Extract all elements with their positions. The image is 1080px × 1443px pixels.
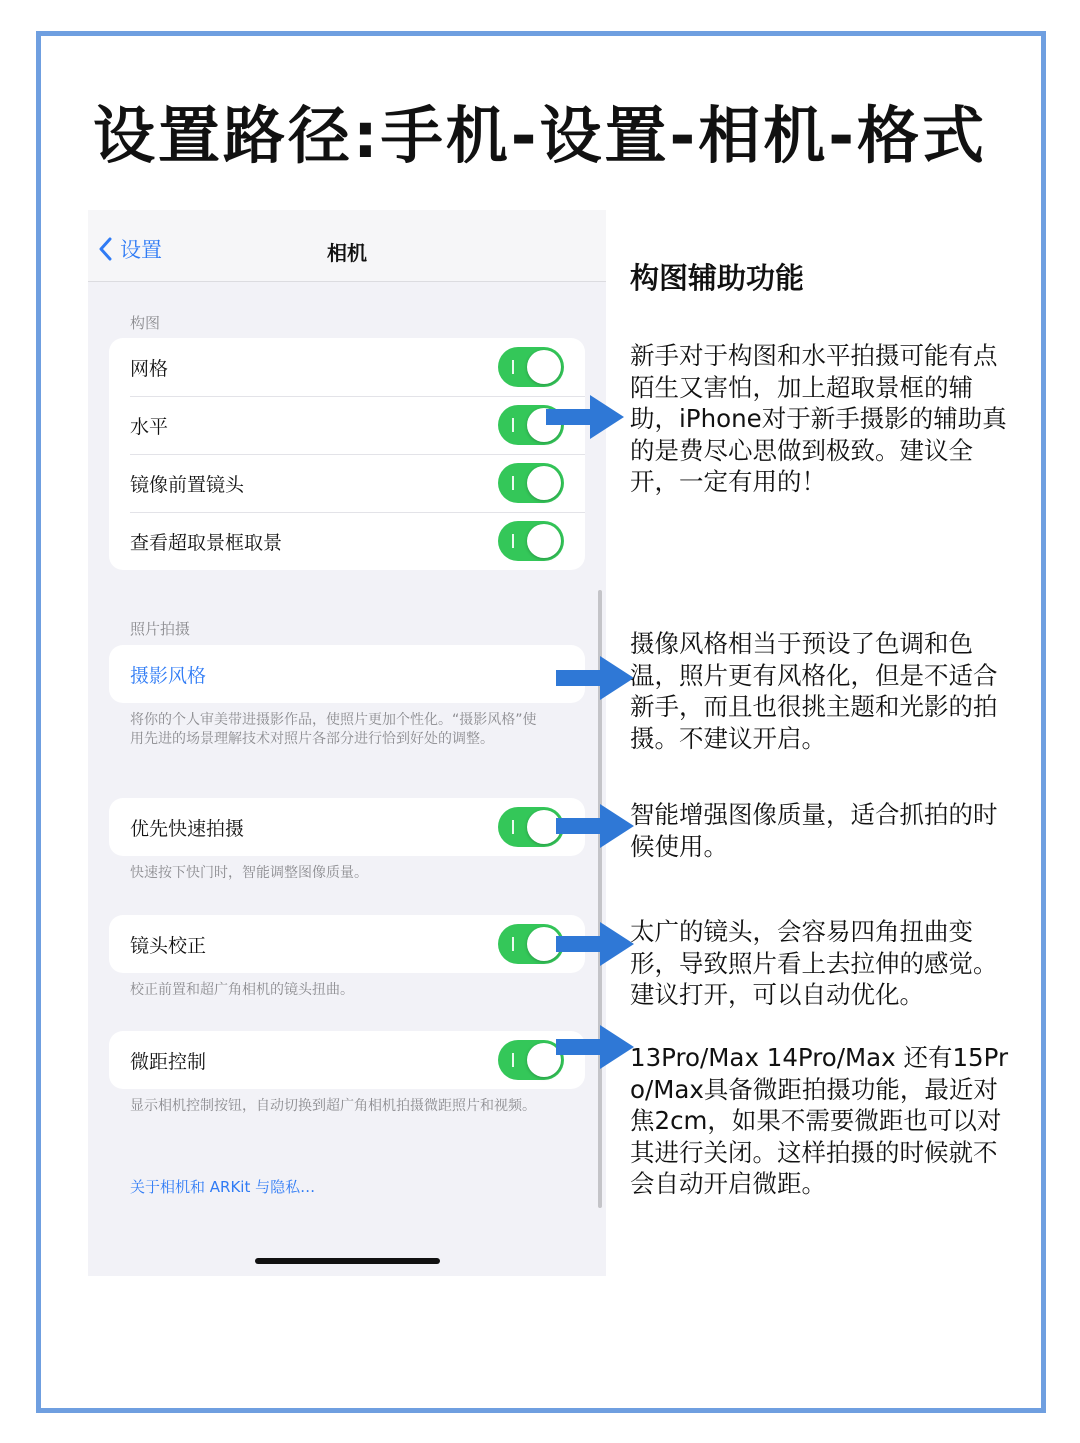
prioritize-faster-footnote: 快速按下快门时，智能调整图像质量。 (130, 865, 368, 881)
row-label: 镜像前置镜头 (130, 473, 245, 496)
photographic-styles-group (109, 645, 585, 703)
lens-correction-row[interactable] (109, 915, 585, 973)
annotation-heading: 构图辅助功能 (630, 261, 805, 295)
faster-note: 智能增强图像质量，适合抓拍的时候使用。 (630, 800, 998, 861)
lens-correction-group (109, 915, 585, 973)
arrow-right-icon (556, 922, 636, 966)
lens-correction-footnote: 校正前置和超广角相机的镜头扭曲。 (130, 982, 354, 998)
grid-row[interactable] (109, 338, 585, 396)
row-label: 优先快速拍摄 (130, 817, 245, 840)
macro-control-toggle[interactable] (498, 1040, 564, 1080)
macro-control-group (109, 1031, 585, 1089)
view-outside-frame-toggle[interactable] (498, 521, 564, 561)
privacy-link[interactable]: 关于相机和 ARKit 与隐私… (130, 1178, 316, 1196)
styles-note: 摄像风格相当于预设了色调和色温，照片更有风格化，但是不适合新手，而且也很挑主题和光影的拍摄。不建议开启。 (630, 629, 998, 753)
level-row[interactable] (109, 396, 585, 454)
mirror-front-camera-toggle[interactable] (498, 463, 564, 503)
row-label: 查看超取景框取景 (130, 531, 283, 554)
back-label: 设置 (120, 238, 162, 262)
prioritize-faster-group (109, 798, 585, 856)
macro-control-row[interactable] (109, 1031, 585, 1089)
photographic-styles-link[interactable]: 摄影风格 (130, 664, 207, 687)
row-label: 微距控制 (130, 1050, 207, 1073)
lens-correction-toggle[interactable] (498, 924, 564, 964)
mirror-front-camera-row[interactable] (109, 454, 585, 512)
nav-title: 相机 (327, 241, 367, 265)
macro-note: 13Pro/Max 14Pro/Max 还有15Pro/Max具备微距拍摄功能，最近对焦2cm，如果不需要微距也可以对其进行关闭。这样拍摄的时候就不会自动开启微距。 (630, 1043, 1009, 1198)
prioritize-faster-toggle[interactable] (498, 807, 564, 847)
row-label: 镜头校正 (130, 934, 207, 957)
arrow-right-icon (556, 656, 636, 700)
grid-toggle[interactable] (498, 347, 564, 387)
home-indicator (255, 1258, 440, 1264)
row-label: 水平 (130, 415, 169, 438)
arrow-right-icon (546, 395, 626, 439)
page-title: 设置路径:手机-设置-相机-格式 (93, 99, 987, 172)
view-outside-frame-row[interactable] (109, 512, 585, 570)
row-label: 网格 (130, 357, 169, 380)
phone-screenshot (88, 210, 606, 1276)
arrow-right-icon (556, 804, 636, 848)
composition-group (109, 338, 585, 570)
composition-note: 新手对于构图和水平拍摄可能有点陌生又害怕，加上超取景框的辅助，iPhone对于新手摄影的辅助真的是费尽心思做到极致。建议全开，一定有用的！ (630, 341, 1007, 496)
navigation-bar (88, 210, 606, 282)
prioritize-faster-row[interactable] (109, 798, 585, 856)
photographic-styles-footnote: 将你的个人审美带进摄影作品，使照片更加个性化。“摄影风格”使用先进的场景理解技术对照片各部分进行恰到好处的调整。 (130, 712, 537, 747)
lens-note: 太广的镜头，会容易四角扭曲变形，导致照片看上去拉伸的感觉。建议打开，可以自动优化。 (630, 917, 998, 1009)
section-label-composition: 构图 (130, 314, 161, 332)
arrow-right-icon (556, 1025, 636, 1069)
section-label-photo-capture: 照片拍摄 (130, 620, 191, 638)
macro-control-footnote: 显示相机控制按钮，自动切换到超广角相机拍摄微距照片和视频。 (130, 1098, 536, 1114)
